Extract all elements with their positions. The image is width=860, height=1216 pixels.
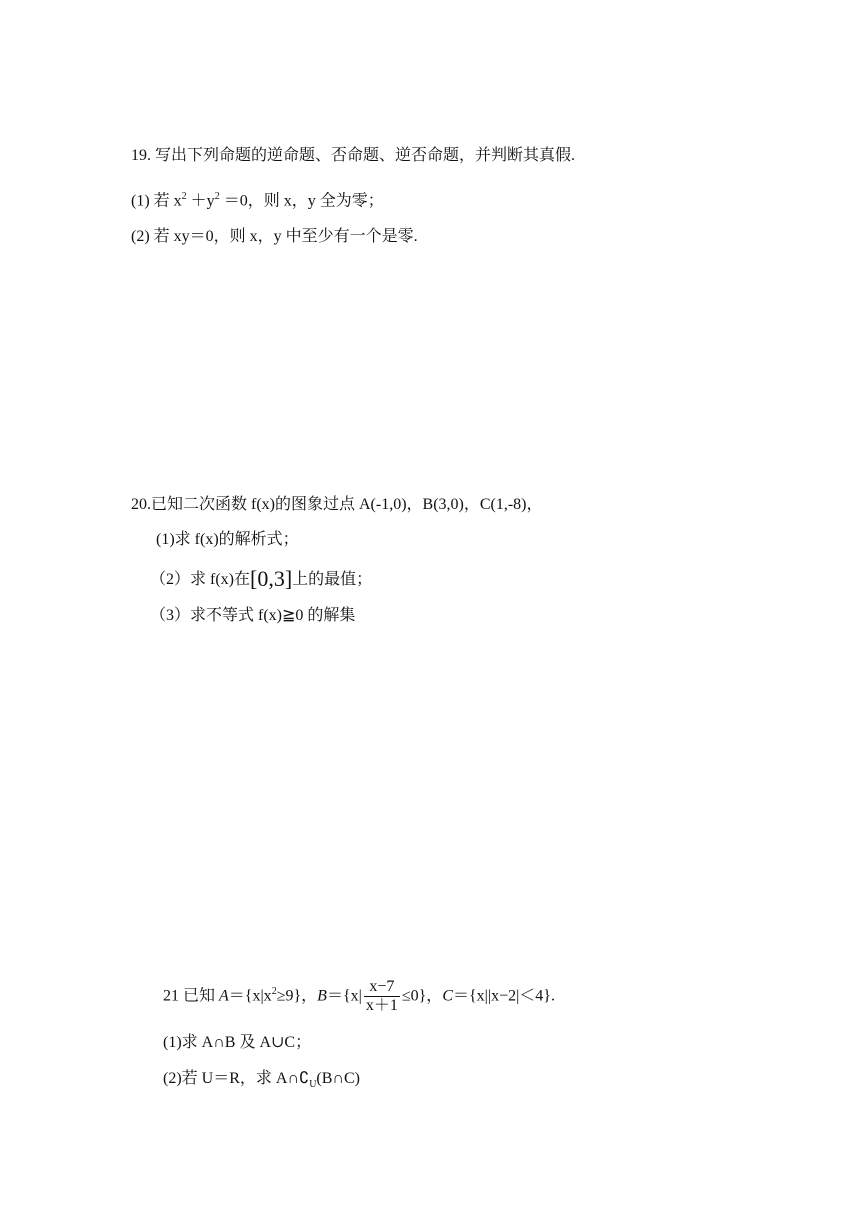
q19-part1-exp2: 2 (214, 191, 220, 202)
q21-set-a-exp: 2 (271, 986, 277, 997)
q21-set-b-end: ≤0}， (401, 987, 443, 1005)
q21-set-b-name: B (317, 987, 327, 1005)
q20-part1: (1)求 f(x)的解析式； (156, 531, 299, 548)
q19-part1-prefix: (1) 若 x (131, 192, 182, 210)
q20-stem: 20.已知二次函数 f(x)的图象过点 A(-1,0)，B(3,0)，C(1,-8)， (131, 496, 543, 513)
q20-part2-suffix: 上的最值； (292, 571, 373, 588)
q21-set-b-def: ＝{x| (326, 987, 362, 1005)
q20-part2 (150, 566, 373, 591)
q19-part1-suffix: ＝0，则 x，y 全为零； (219, 192, 384, 210)
q21-fraction (364, 978, 400, 1015)
q21-fraction-numerator: x−7 (364, 978, 400, 997)
q19-part1-mid: ＋y (186, 192, 215, 210)
q21-part2-sub: U (309, 1079, 317, 1091)
q21-part1: (1)求 A∩B 及 A∪C； (163, 1034, 312, 1051)
q19-part2: (2) 若 xy＝0，则 x，y 中至少有一个是零. (131, 228, 418, 245)
q20-part2-prefix: （2）求 f(x)在 (150, 571, 250, 588)
q21-stem-lead: 21 已知 (163, 987, 220, 1005)
q21-set-a-def: ＝{x|x (228, 987, 272, 1005)
q21-set-a-name: A (219, 987, 229, 1005)
q21-part2-suffix: (B∩C) (316, 1070, 360, 1087)
q21-set-c-def: ＝{x||x−2|＜4}. (452, 987, 555, 1005)
q21-stem (163, 972, 555, 1016)
q21-part2 (163, 1069, 360, 1095)
q19-part1 (131, 187, 384, 211)
q21-fraction-denominator: x＋1 (365, 997, 398, 1015)
q20-part3: （3）求不等式 f(x)≧0 的解集 (150, 607, 356, 624)
q21-set-a-end: ≥9}， (276, 987, 318, 1005)
q20-interval: [0,3] (250, 566, 293, 591)
q21-set-c-name: C (442, 987, 453, 1005)
q21-part2-prefix: (2)若 U＝R，求 A∩∁ (163, 1070, 310, 1087)
q19-stem: 19. 写出下列命题的逆命题、否命题、逆否命题，并判断其真假. (131, 147, 576, 164)
q19-part1-exp1: 2 (181, 191, 187, 202)
